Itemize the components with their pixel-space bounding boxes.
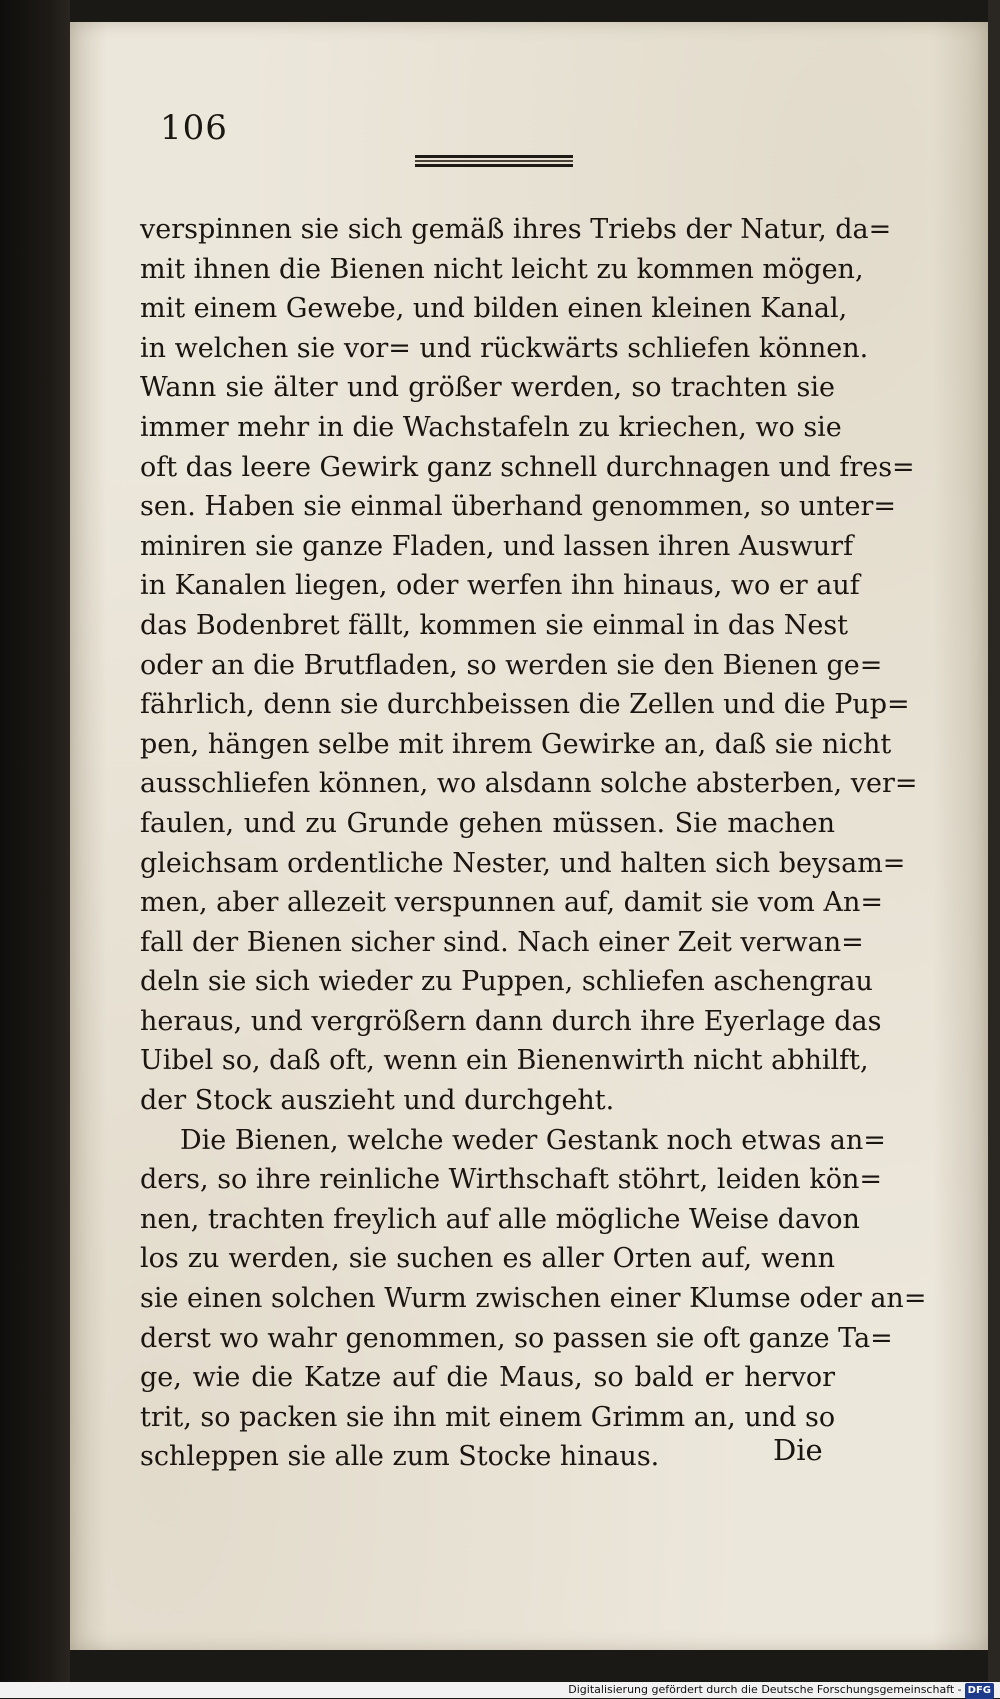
text-line: ders, so ihre reinliche Wirthschaft stöhrt, leiden kön= [140, 1164, 882, 1196]
text-line: deln sie sich wieder zu Puppen, schliefen aschengrau [140, 966, 873, 998]
text-line: schleppen sie alle zum Stocke hinaus. [140, 1441, 660, 1473]
text-line: verspinnen sie sich gemäß ihres Triebs der Natur, da= [140, 214, 892, 245]
text-line: mit einem Gewebe, und bilden einen kleinen Kanal, [140, 293, 848, 325]
text-line: fall der Bienen sicher sind. Nach einer Zeit verwan= [140, 926, 864, 958]
text-line: Uibel so, daß oft, wenn ein Bienenwirth nicht abhilft, [140, 1045, 869, 1077]
page-number: 106 [160, 108, 228, 148]
text-line: faulen, und zu Grunde gehen müssen. Sie machen [140, 807, 835, 839]
text-line: heraus, und vergrößern dann durch ihre Eyerlage das [140, 1005, 882, 1037]
text-line: men, aber allezeit verspunnen auf, damit sie vom An= [140, 887, 883, 919]
text-line: trit, so packen sie ihn mit einem Grimm an, und so [140, 1401, 836, 1433]
scan-right-edge [988, 0, 1000, 1698]
text-line: Die Bienen, welche weder Gestank noch etwas an= [180, 1124, 886, 1156]
text-line: pen, hängen selbe mit ihrem Gewirke an, daß sie nicht [140, 728, 892, 760]
text-line: sen. Haben sie einmal überhand genommen, so unter= [140, 491, 897, 523]
text-line: oft das leere Gewirk ganz schnell durchnagen und fres= [140, 451, 915, 483]
footer-text: Digitalisierung gefördert durch die Deutsche Forschungsgemeinschaft - [568, 1683, 962, 1696]
text-line: in welchen sie vor= und rückwärts schliefen können. [140, 332, 869, 364]
catchword: Die [773, 1433, 823, 1467]
text-line: ausschliefen können, wo alsdann solche absterben, ver= [140, 768, 918, 800]
text-line: oder an die Brutfladen, so werden sie den Bienen ge= [140, 649, 883, 681]
text-line: sie einen solchen Wurm zwischen einer Klumse oder an= [140, 1283, 927, 1315]
text-line: das Bodenbret fällt, kommen sie einmal in das Nest [140, 609, 849, 641]
scan-binding-edge [0, 0, 70, 1698]
text-line: nen, trachten freylich auf alle mögliche Weise davon [140, 1203, 860, 1235]
text-line: fährlich, denn sie durchbeissen die Zellen und die Pup= [140, 689, 910, 721]
page-body-text [140, 210, 927, 1477]
text-line: derst wo wahr genommen, so passen sie oft ganze Ta= [140, 1322, 893, 1354]
text-line: immer mehr in die Wachstafeln zu kriechen, wo sie [140, 411, 842, 443]
text-line: mit ihnen die Bienen nicht leicht zu kommen mögen, [140, 253, 864, 285]
dfg-logo-icon: DFG [965, 1683, 994, 1699]
text-line: der Stock auszieht und durchgeht. [140, 1085, 615, 1117]
footer-credit [568, 1682, 994, 1699]
text-line: in Kanalen liegen, oder werfen ihn hinaus, wo er auf [140, 570, 860, 602]
text-line: gleichsam ordentliche Nester, und halten sich beysam= [140, 847, 906, 879]
text-line: Wann sie älter und größer werden, so trachten sie [140, 372, 835, 404]
text-line: ge, wie die Katze auf die Maus, so bald er hervor [140, 1362, 835, 1394]
text-line: miniren sie ganze Fladen, und lassen ihren Auswurf [140, 530, 854, 562]
header-rule [415, 155, 573, 167]
text-line: los zu werden, sie suchen es aller Orten auf, wenn [140, 1243, 835, 1275]
